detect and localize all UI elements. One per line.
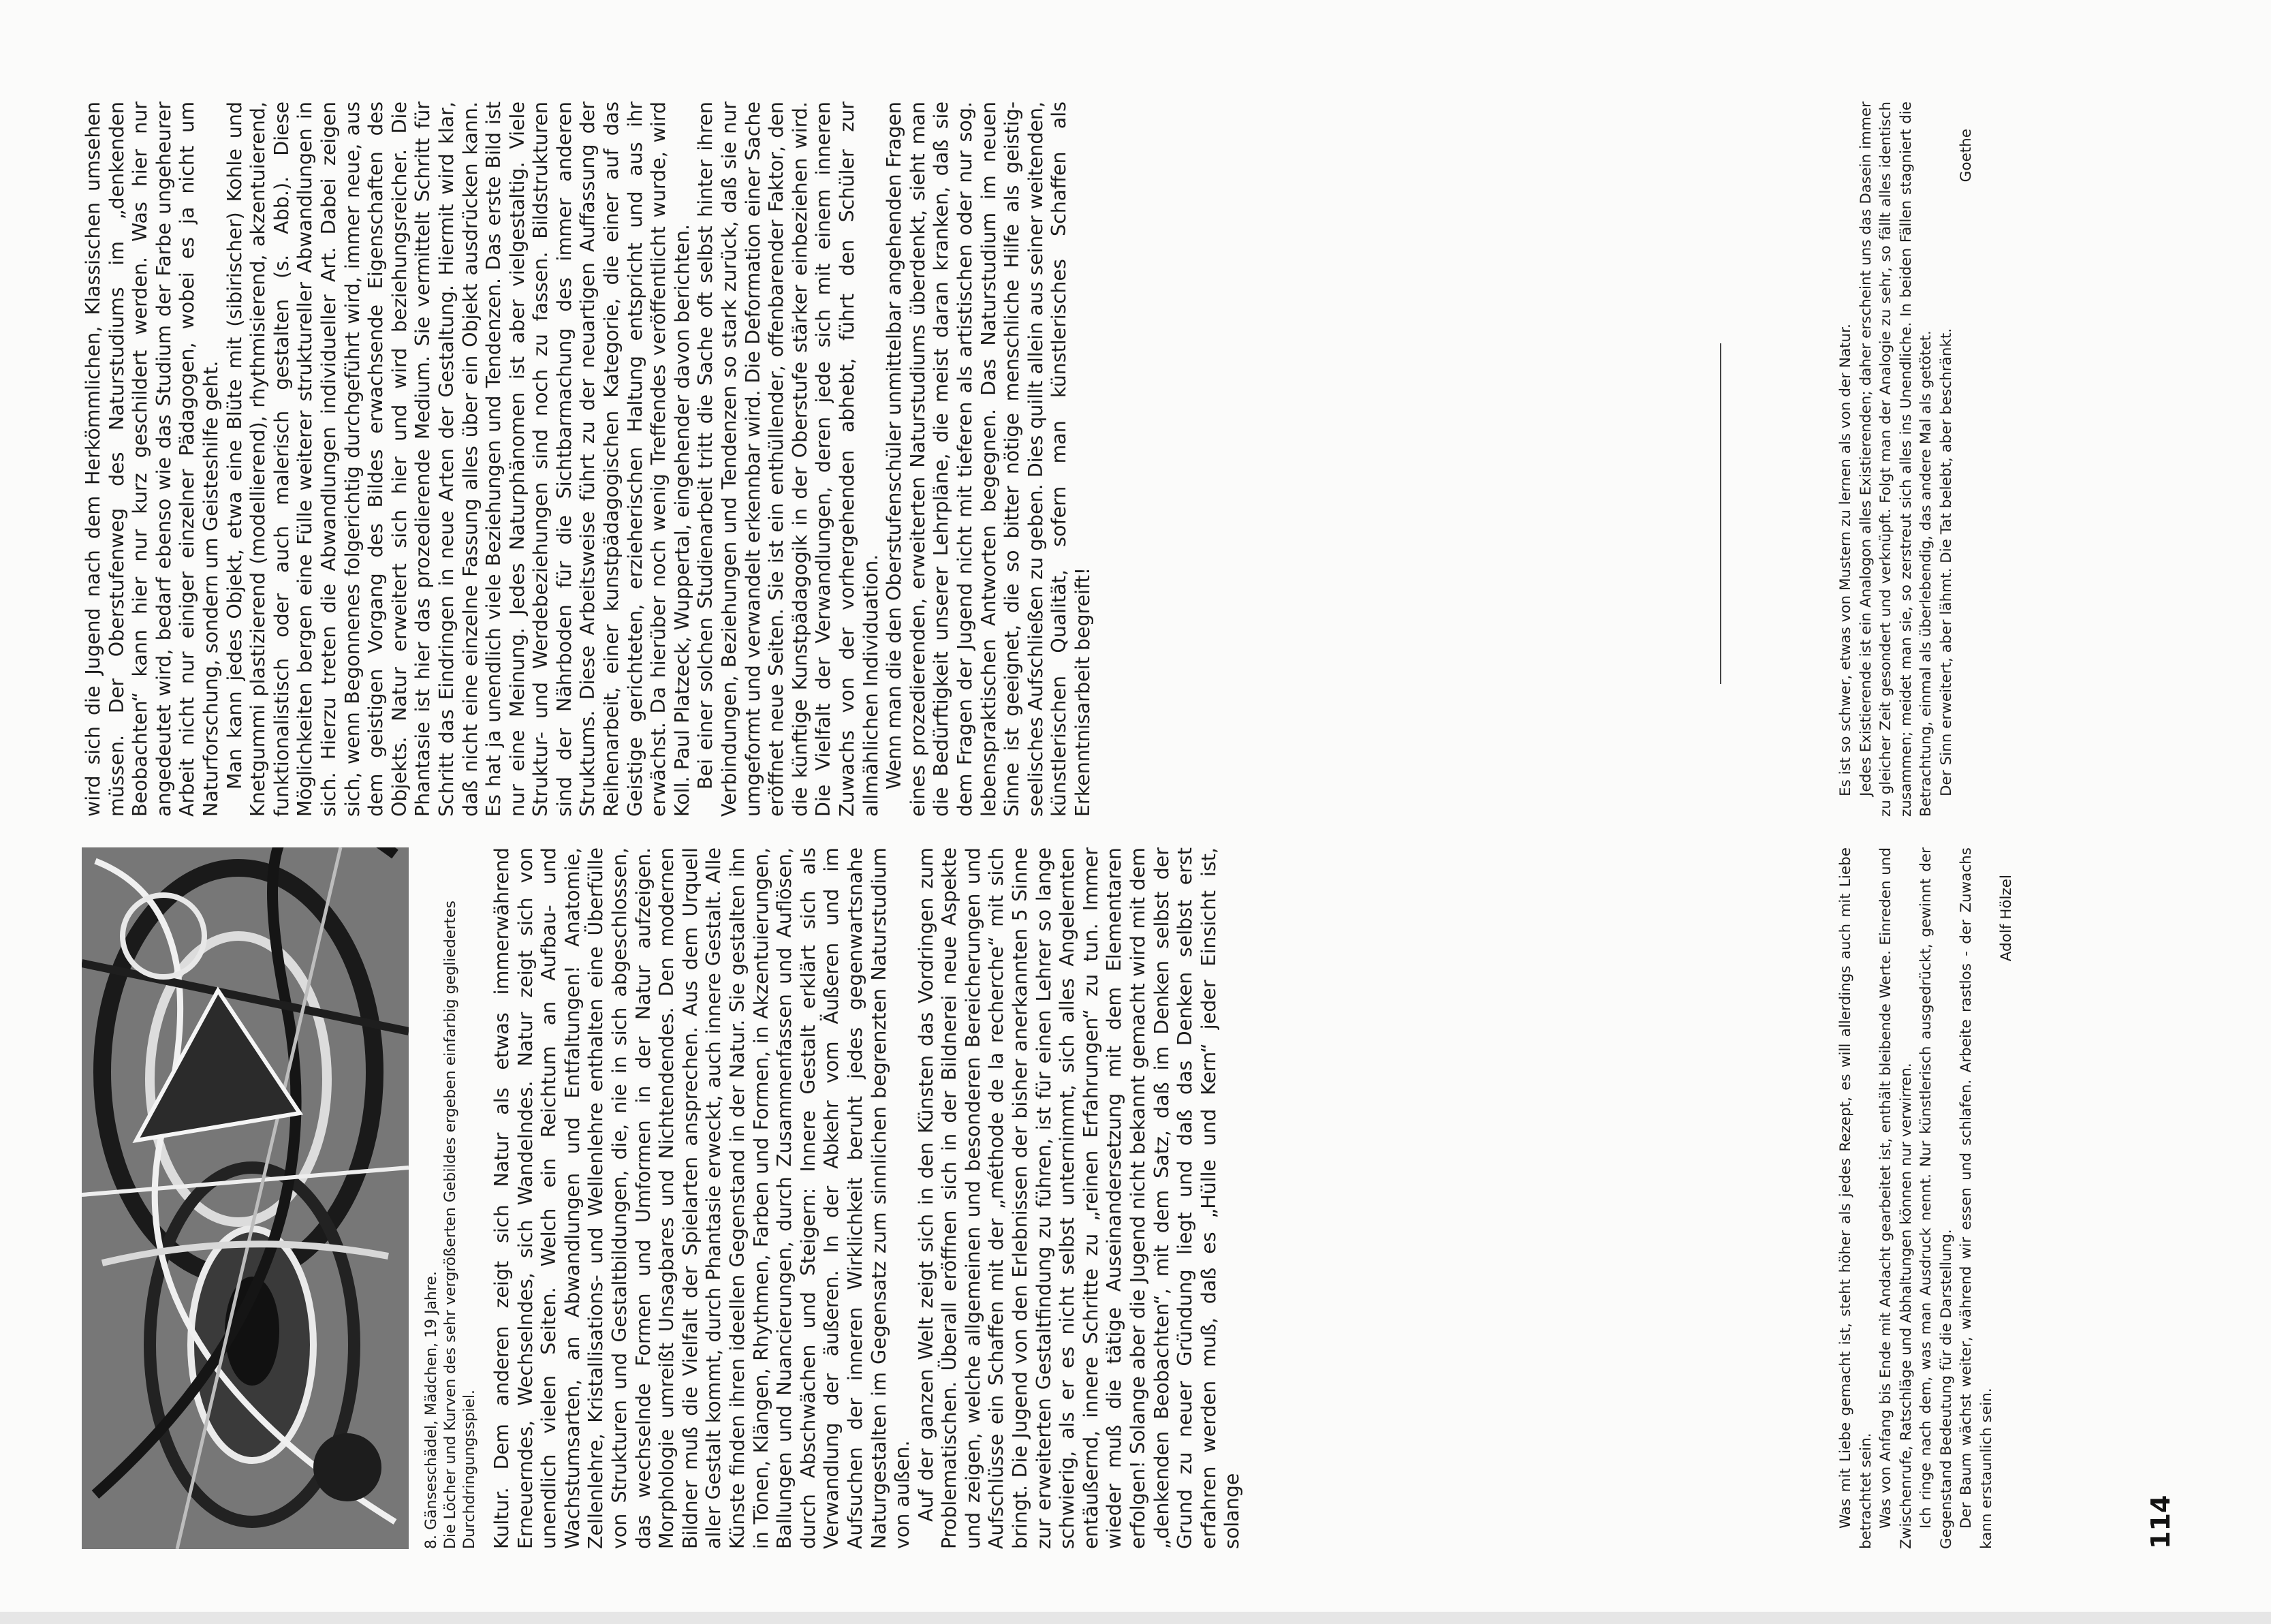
- quote-goethe-line-3: Der Sinn erweitert, aber lähmt. Die Tat belebt, aber beschränkt.: [1937, 328, 1955, 796]
- quote-holzel: [1836, 847, 2017, 1549]
- quote-holzel-author: Adolf Hölzel: [1998, 875, 2015, 962]
- figure-caption: [422, 847, 480, 1549]
- quote-goethe-line-1: Es ist so schwer, etwas von Mustern zu lernen als von der Natur.: [1837, 324, 1854, 796]
- quote-goethe: [1836, 102, 1977, 817]
- quote-holzel-line-4: Der Baum wächst weiter, während wir essen und schlafen. Arbeite rastlos - der Zuwachs kann erstaunlich sein.: [1958, 847, 1995, 1549]
- right-paragraph-2: Man kann jedes Objekt, etwa eine Blüte mit (sibirischer) Kohle und Knetgummi plastizierend (modellierend), rhythmisierend, akzentuierend, funktionalistisch oder auch malerisch gestalten (s. Abb.). Diese Möglichkeiten bergen eine Fülle weiterer struktureller Abwandlungen in sich. Hierzu treten die Abwandlungen individueller Art. Dabei zeigen sich, wenn Begonnenes folgerichtig durchgeführt wird, immer neue, aus dem geistigen Vorgang des Bildes erwachsende Eigenschaften des Objekts. Natur erweitert sich hier und wird beziehungsreicher. Die Phantasie ist hier das prozedierende Medium. Sie vermittelt Schritt für Schritt das Eindringen in neue Arten der Gestaltung. Hiermit wird klar, daß nicht eine einzelne Fassung alles über ein Objekt ausdrücken kann. Es hat ja unendlich viele Beziehungen und Tendenzen. Das erste Bild ist nur eine Meinung. Jedes Naturphänomen ist aber vielgestaltig. Viele Struktur- und Werdebeziehungen sind noch zu fassen. Bildstrukturen sind der Nährboden für die Sichtbarmachung des immer anderen Struktums. Diese Arbeitsweise führt zu der neuartigen Auffassung der Reihenarbeit, einer kunstpädagogischen Kategorie, die einer auf das Geistige gerichteten, erzieherischen Haltung entspricht und aus ihr erwächst. Da hierüber noch wenig Treffendes veröffentlicht wurde, wird Koll. Paul Platzeck, Wuppertal, eingehender davon berichten.: [223, 102, 693, 817]
- quote-goethe-line-2: Jedes Existierende ist ein Analogon alles Existierenden; daher erscheint uns das Dasein immer zu gleicher Zeit gesondert und verknüpft. Folgt man der Analogie zu sehr, so fällt alles identisch zusammen; meidet man sie, so zerstreut sich alles ins Unendliche. In beiden Fällen stagniert die Betrachtung, einmal als überlebendig, das andere Mal als getötet.: [1857, 102, 1935, 817]
- figure-goose-skull-drawing: [82, 847, 409, 1549]
- page-number: 114: [2146, 1495, 2176, 1549]
- quote-holzel-line-3: Ich ringe nach dem, was man Ausdruck nennt. Nur künstlerisch ausgedrückt, gewinnt der Gegenstand Bedeutung für die Darstellung.: [1917, 847, 1955, 1549]
- right-paragraph-3: Bei einer solchen Studienarbeit tritt die Sache oft selbst hinter ihren Verbindungen, Beziehungen und Tendenzen so stark zurück, daß sie nur umgeformt und verwandelt erkennbar wird. Die Deformation einer Sache eröffnet neue Seiten. Sie ist ein enthüllender, offenbarender Faktor, den die künftige Kunstpädagogik in der Oberstufe stärker einbeziehen wird. Die Vielfalt der Verwandlungen, deren jede sich mit einem inneren Zuwachs von der vorhergehenden abhebt, führt den Schüler zur allmählichen Individuation.: [694, 102, 882, 817]
- abstract-drawing: [82, 847, 409, 1549]
- left-paragraph-1: Kultur. Dem anderen zeigt sich Natur als etwas immerwährend Erneuerndes, Wechselndes, sich Wandelndes. Natur zeigt sich von unendlich vielen Seiten. Welch ein Reichtum an Aufbau- und Wachstumsarten, an Abwandlungen und Entfaltungen! Anatomie, Zellenlehre, Kristallisations- und Wellenlehre enthalten eine Überfülle von Strukturen und Gestaltbildungen, die, nie in sich abgeschlossen, das wechselnde Formen und Umformen in der Natur aufzeigen. Morphologie umreißt Unsagbares und Nichtendendes. Den modernen Bildner muß die Vielfalt der Spielarten ansprechen. Aus dem Urquell aller Gestalt kommt, durch Phantasie erweckt, auch innere Gestalt. Alle Künste finden ihren ideellen Gegenstand in der Natur. Sie gestalten ihn in Tönen, Klängen, Rhythmen, Farben und Formen, in Akzentuierungen, Ballungen und Nuancierungen, durch Zusammenfassen und Auflösen, durch Abschwächen und Steigern: Innere Gestalt erklärt sich als Verwandlung der äußeren. In der Abkehr vom Äußeren und im Aufsuchen der inneren Wirklichkeit beruht jedes gegenwartsnahe Naturgestalten im Gegensatz zum sinnlichen begrenzten Naturstudium von außen.: [490, 847, 914, 1549]
- quote-holzel-line-1: Was mit Liebe gemacht ist, steht höher als jedes Rezept, es will allerdings auch mit Liebe betrachtet sein.: [1837, 847, 1875, 1549]
- right-text-column: [82, 102, 1095, 817]
- section-divider: [1720, 343, 1721, 684]
- right-paragraph-4: Wenn man die den Oberstufenschüler unmittelbar angehenden Fragen eines prozedierenden, erweiterten Naturstudiums überdenkt, sieht man die Bedürftigkeit unserer Lehrpläne, die meist daran kranken, daß sie dem Fragen der Jugend nicht mit tieferen als artistischen oder nur sog. lebenspraktischen Antworten begegnen. Das Naturstudium im neuen Sinne ist geeignet, die so bitter nötige menschliche Hilfe als geistig-seelisches Aufschließen zu geben. Dies quillt allein aus seiner weitenden, künstlerischen Qualität, sofern man künstlerisches Schaffen als Erkenntnisarbeit begreift!: [883, 102, 1094, 817]
- left-text-column: [490, 847, 1244, 1549]
- quote-holzel-line-2: Was von Anfang bis Ende mit Andacht gearbeitet ist, enthält bleibende Werte. Einreden und Zwischenrufe, Ratschläge und Abhaltungen können nur verwirren.: [1877, 847, 1915, 1549]
- figure-caption-text: Die Löcher und Kurven des sehr vergrößerten Gebildes ergeben einfarbig gegliedertes Durchdringungsspiel.: [442, 901, 478, 1549]
- quote-goethe-author: Goethe: [1958, 129, 1975, 183]
- right-paragraph-1: wird sich die Jugend nach dem Herkömmlichen, Klassischen umsehen müssen. Der Oberstufenweg des Naturstudiums im „denkenden Beobachten“ kann hier nur kurz geschildert werden. Was hier nur angedeutet wird, bedarf ebenso wie das Studium der Farbe ungeheurer Arbeit nicht nur einiger einzelner Pädagogen, wobei es ja nicht um Naturforschung, sondern um Geisteshilfe geht.: [82, 102, 222, 817]
- left-paragraph-2: Auf der ganzen Welt zeigt sich in den Künsten das Vordringen zum Problematischen. Überall eröffnen sich in der Bildnerei neue Aspekte und zeigen, welche allgemeinen und besonderen Bereicherungen und Aufschlüsse ein Schaffen mit der „méthode de la recherche“ mit sich bringt. Die Jugend von den Erlebnissen der bisher anerkannten 5 Sinne zur erweiterten Gestaltfindung zu führen, ist für einen Lehrer so lange schwierig, als er es nicht selbst unternimmt, sich alles Angelernten entäußernd, innere Schritte zu „reinen Erfahrungen“ zu tun. Immer wieder muß die tätige Auseinandersetzung mit dem Elementaren erfolgen! Solange aber die Jugend nicht bekannt gemacht wird mit dem „denkenden Beobachten“, mit dem Satz, daß im Denken selbst der Grund zu neuer Gründung liegt und daß das Denken selbst erst erfahren werden muß, daß es „Hülle und Kern“ jeder Einsicht ist, solange: [914, 847, 1244, 1549]
- figure-caption-number: 8. Gänseschädel, Mädchen, 19 Jahre.: [423, 1271, 440, 1549]
